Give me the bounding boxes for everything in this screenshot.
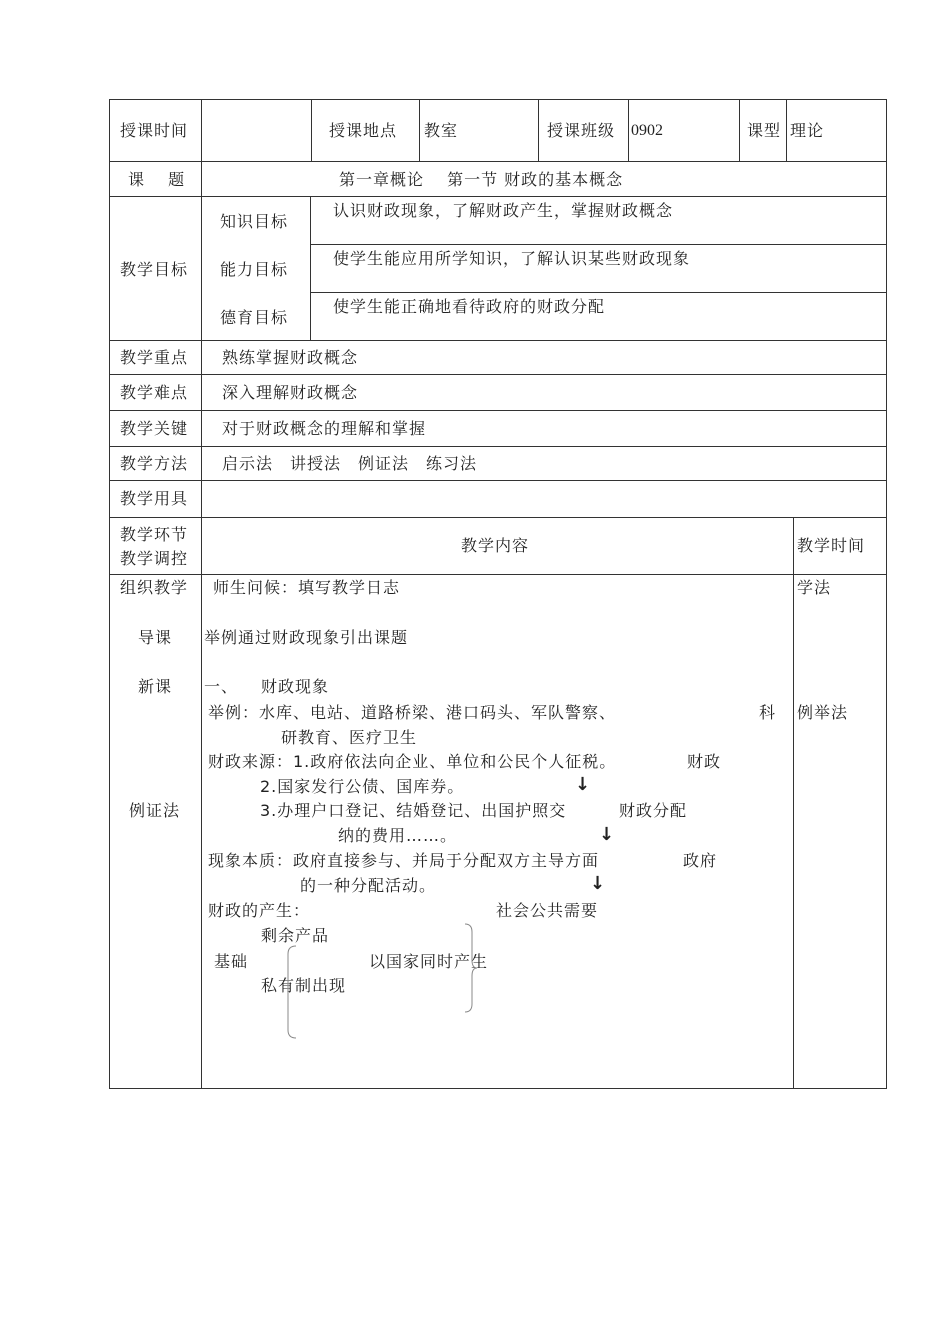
content-examples-ke: 科: [759, 703, 777, 722]
col-divider-type-label: [786, 99, 787, 161]
goals-label: 教学目标: [120, 260, 189, 279]
content-essence: 现象本质：政府直接参与、并局于分配双方主导方面: [208, 851, 600, 870]
row-divider-method: [109, 480, 887, 481]
side-zhengfu: 政府: [683, 851, 718, 870]
method-value: 启示法 讲授法 例证法 练习法: [222, 454, 478, 473]
col-divider-class-label: [628, 99, 629, 161]
row-divider-tools: [109, 517, 887, 518]
row-divider-goal2: [310, 292, 887, 293]
table-border-top: [109, 99, 887, 100]
key-value: 对于财政概念的理解和掌握: [222, 419, 427, 438]
goal-knowledge-label: 知识目标: [220, 212, 289, 231]
col-divider-class-value: [739, 99, 740, 161]
focus-value: 熟练掌握财政概念: [222, 348, 359, 367]
type-value: 理论: [790, 121, 825, 140]
content-intro: 举例通过财政现象引出课题: [204, 628, 409, 647]
row-divider-goals: [109, 340, 887, 341]
row-divider-focus: [109, 374, 887, 375]
goal-ability-label: 能力目标: [220, 260, 289, 279]
content-with-state: 以国家同时产生: [369, 952, 489, 971]
goal-moral-label: 德育目标: [220, 308, 289, 327]
arrow-down-icon: ↓: [590, 873, 606, 894]
side-fenpei: 财政分配: [619, 801, 688, 820]
place-value: 教室: [424, 121, 459, 140]
goal-moral-value: 使学生能正确地看待政府的财政分配: [333, 297, 606, 316]
section1-number: 一、: [204, 677, 239, 696]
content-origin-need: 社会公共需要: [496, 901, 599, 920]
content-examples: 举例：水库、电站、道路桥梁、港口码头、军队警察、: [208, 703, 617, 722]
time-col-xuefa: 学法: [797, 578, 832, 597]
content-header-stage: 教学环节: [120, 525, 189, 544]
time-col-liju: 例举法: [797, 703, 849, 722]
class-value: 0902: [631, 122, 663, 139]
stage-intro: 导课: [138, 628, 173, 647]
content-header-time: 教学时间: [797, 536, 866, 555]
goal-ability-value: 使学生能应用所学知识，了解认识某些财政现象: [333, 249, 691, 268]
row-divider-content-header: [109, 574, 887, 575]
content-basis: 基础: [214, 952, 249, 971]
content-origin-label: 财政的产生：: [208, 901, 311, 920]
topic-value: 第一章概论 第一节 财政的基本概念: [339, 170, 624, 189]
difficulty-value: 深入理解财政概念: [222, 383, 359, 402]
right-brace-icon: [463, 922, 479, 1014]
section1-title: 财政现象: [261, 677, 330, 696]
row-divider-difficulty: [109, 410, 887, 411]
tools-label: 教学用具: [120, 489, 189, 508]
content-greeting: 师生问候：填写教学日志: [213, 578, 401, 597]
col-divider-place-label: [419, 99, 420, 161]
col-divider-place-value: [538, 99, 539, 161]
content-surplus: 剩余产品: [261, 926, 330, 945]
table-border-left: [109, 99, 110, 1089]
side-caizheng: 财政: [687, 752, 722, 771]
stage-organize: 组织教学: [120, 578, 189, 597]
content-examples-cont: 研教育、医疗卫生: [281, 728, 418, 747]
content-source-1: 财政来源：1.政府依法向企业、单位和公民个人征税。: [208, 752, 617, 771]
row-divider-key: [109, 446, 887, 447]
row-divider-goal1: [310, 244, 887, 245]
place-label: 授课地点: [329, 121, 398, 140]
content-source-2: 2.国家发行公债、国库券。: [260, 777, 465, 796]
arrow-down-icon: ↓: [599, 824, 615, 845]
time-label: 授课时间: [120, 121, 189, 140]
stage-new-lesson: 新课: [138, 677, 173, 696]
difficulty-label: 教学难点: [120, 383, 189, 402]
left-brace-icon: [282, 944, 298, 1040]
col-divider-time-value: [311, 99, 312, 161]
content-source-3-cont: 纳的费用……。: [338, 826, 458, 845]
row-divider-topic: [109, 196, 887, 197]
arrow-down-icon: ↓: [575, 774, 591, 795]
type-label: 课型: [747, 121, 782, 140]
topic-label: 课 题: [128, 170, 186, 189]
table-border-bottom: [109, 1088, 887, 1089]
content-private: 私有制出现: [261, 976, 347, 995]
col-divider-goal-label: [310, 196, 311, 340]
content-header-content: 教学内容: [461, 536, 530, 555]
row-divider-header: [109, 161, 887, 162]
col-divider-content-time: [793, 517, 794, 1089]
focus-label: 教学重点: [120, 348, 189, 367]
goal-knowledge-value: 认识财政现象，了解财政产生，掌握财政概念: [333, 201, 674, 220]
col-divider-label: [201, 99, 202, 1089]
stage-example-method: 例证法: [129, 801, 181, 820]
content-essence-cont: 的一种分配活动。: [300, 876, 437, 895]
table-border-right: [886, 99, 887, 1089]
method-label: 教学方法: [120, 454, 189, 473]
content-header-control: 教学调控: [120, 549, 189, 568]
content-source-3: 3.办理户口登记、结婚登记、出国护照交: [260, 801, 567, 820]
key-label: 教学关键: [120, 419, 189, 438]
class-label: 授课班级: [547, 121, 616, 140]
